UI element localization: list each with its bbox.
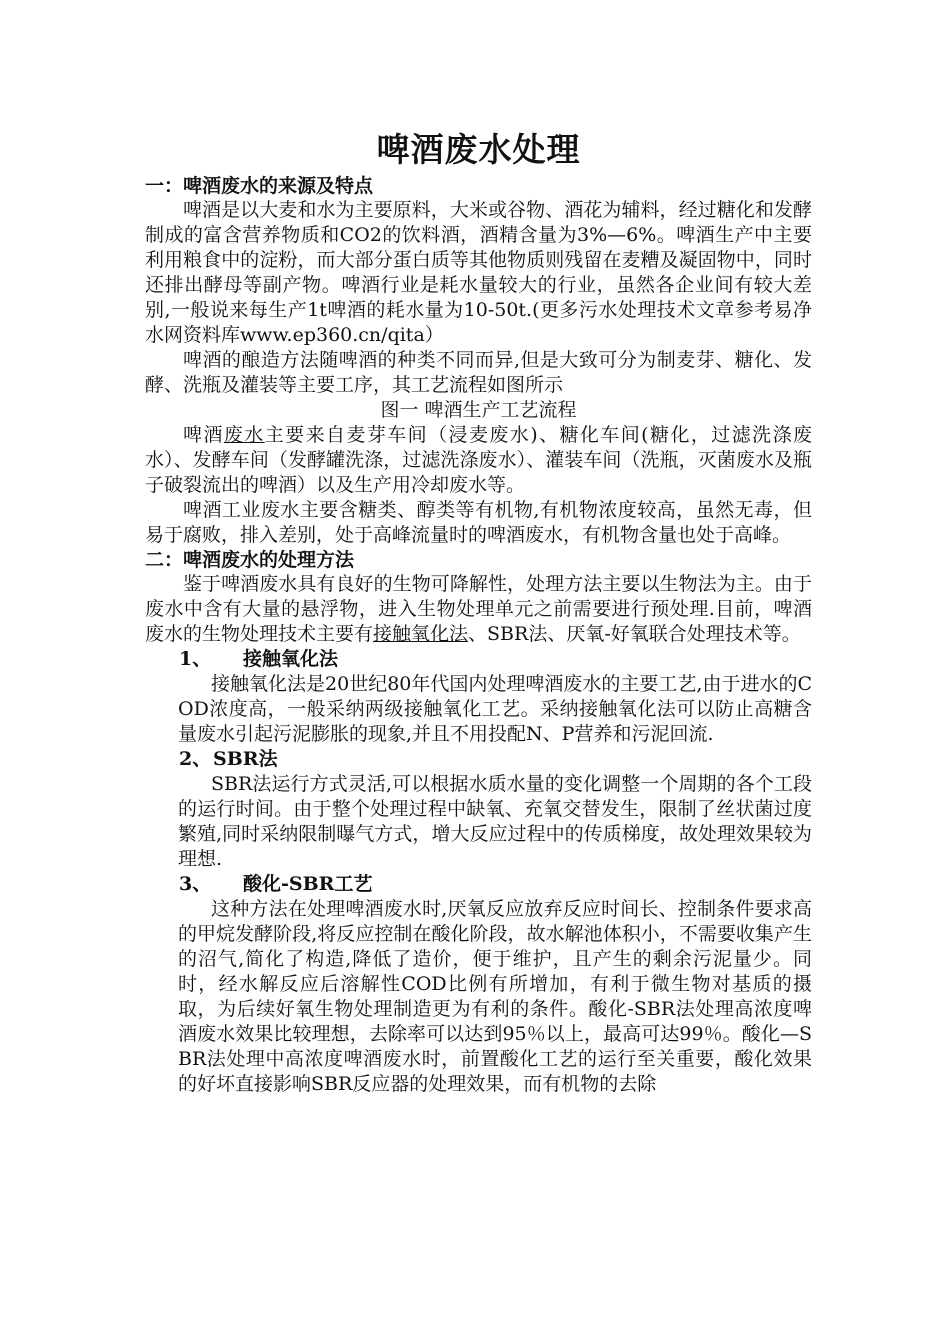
method-2-text: SBR法运行方式灵活,可以根据水质水量的变化调整一个周期的各个工段的运行时间。由于整个处理过程中缺氧、充氧交替发生，限制了丝状菌过度繁殖,同时采纳限制曝气方式，增大反应过程中的传质梯度，故处理效果较为理想. xyxy=(178,773,812,870)
method-1-body xyxy=(145,672,812,747)
document-title: 啤酒废水处理 xyxy=(376,130,581,169)
method-3-heading xyxy=(145,872,812,897)
section-2-heading: 二：啤酒废水的处理方法 xyxy=(145,549,355,571)
method-2-number: 2、 xyxy=(179,748,212,770)
method-1-heading xyxy=(145,647,812,672)
method-1-title: 接触氧化法 xyxy=(243,648,339,670)
section-1-paragraph-2: 啤酒的酿造方法随啤酒的种类不同而异,但是大致可分为制麦芽、糖化、发酵、洗瓶及灌装等主要工序，其工艺流程如图所示 xyxy=(145,349,812,396)
section-1-paragraph-3 xyxy=(145,423,812,498)
contact-oxidation-link[interactable]: 接触氧化法 xyxy=(373,623,469,645)
section-1-paragraph-1: 啤酒是以大麦和水为主要原料，大米或谷物、酒花为辅料，经过糖化和发酵制成的富含营养物质和CO2的饮料酒，酒精含量为3%—6%。啤酒生产中主要利用粮食中的淀粉，而大部分蛋白质等其他物质则残留在麦糟及凝固物中，同时还排出酵母等副产物。啤酒行业是耗水量较大的行业，虽然各企业间有较大差别,一般说来每生产1t啤酒的耗水量为10-50t.(更多污水处理技术文章参考易净水网资料库www.ep360.cn/qita） xyxy=(145,199,812,346)
section-2-paragraph-1 xyxy=(145,572,812,647)
method-3-number: 3、 xyxy=(179,873,212,895)
method-3-title: 酸化-SBR工艺 xyxy=(243,873,373,895)
paragraph-text: 、SBR法、厌氧-好氧联合处理技术等。 xyxy=(468,623,801,645)
method-2-heading xyxy=(145,747,812,772)
method-3-body xyxy=(145,897,812,1097)
section-1-paragraph-4: 啤酒工业废水主要含糖类、醇类等有机物,有机物浓度较高，虽然无毒，但易于腐败，排入差别，处于高峰流量时的啤酒废水，有机物含量也处于高峰。 xyxy=(145,499,812,546)
method-3-text: 这种方法在处理啤酒废水时,厌氧反应放弃反应时间长、控制条件要求高的甲烷发酵阶段,将反应控制在酸化阶段，故水解池体积小，不需要收集产生的沼气,简化了构造,降低了造价，便于维护，且产生的剩余污泥量少。同时，经水解反应后溶解性COD比例有所增加，有利于微生物对基质的摄取，为后续好氧生物处理制造更为有利的条件。酸化-SBR法处理高浓度啤酒废水效果比较理想，去除率可以达到95％以上，最高可达99％。酸化—SBR法处理中高浓度啤酒废水时，前置酸化工艺的运行至关重要，酸化效果的好坏直接影响SBR反应器的处理效果，而有机物的去除 xyxy=(178,898,812,1095)
section-1-heading: 一：啤酒废水的来源及特点 xyxy=(145,175,374,197)
method-1-text: 接触氧化法是20世纪80年代国内处理啤酒废水的主要工艺,由于进水的COD浓度高，一般采纳两级接触氧化工艺。采纳接触氧化法可以防止高糖含量废水引起污泥膨胀的现象,并且不用投配N、P营养和污泥回流. xyxy=(178,673,812,745)
figure-caption: 图一 啤酒生产工艺流程 xyxy=(380,399,577,421)
method-1-number: 1、 xyxy=(179,648,212,670)
method-2-title: SBR法 xyxy=(213,748,278,770)
paragraph-text: 啤酒 xyxy=(183,424,224,446)
paragraph-text: 鉴于啤酒废水具有良好的生物可降解性，处理方法主要以生物法为主。由于废水中含有大量的悬浮物，进入生物处理单元之前需要进行预处理.目前，啤酒废水的生物处理技术主要有 xyxy=(145,573,812,645)
paragraph-text: 主要来自麦芽车间（浸麦废水)、糖化车间(糖化，过滤洗涤废水）、发酵车间（发酵罐洗涤，过滤洗涤废水）、灌装车间（洗瓶，灭菌废水及瓶子破裂流出的啤酒）以及生产用冷却废水等。 xyxy=(145,424,812,496)
wastewater-link[interactable]: 废水 xyxy=(223,424,265,446)
method-2-body xyxy=(145,772,812,872)
